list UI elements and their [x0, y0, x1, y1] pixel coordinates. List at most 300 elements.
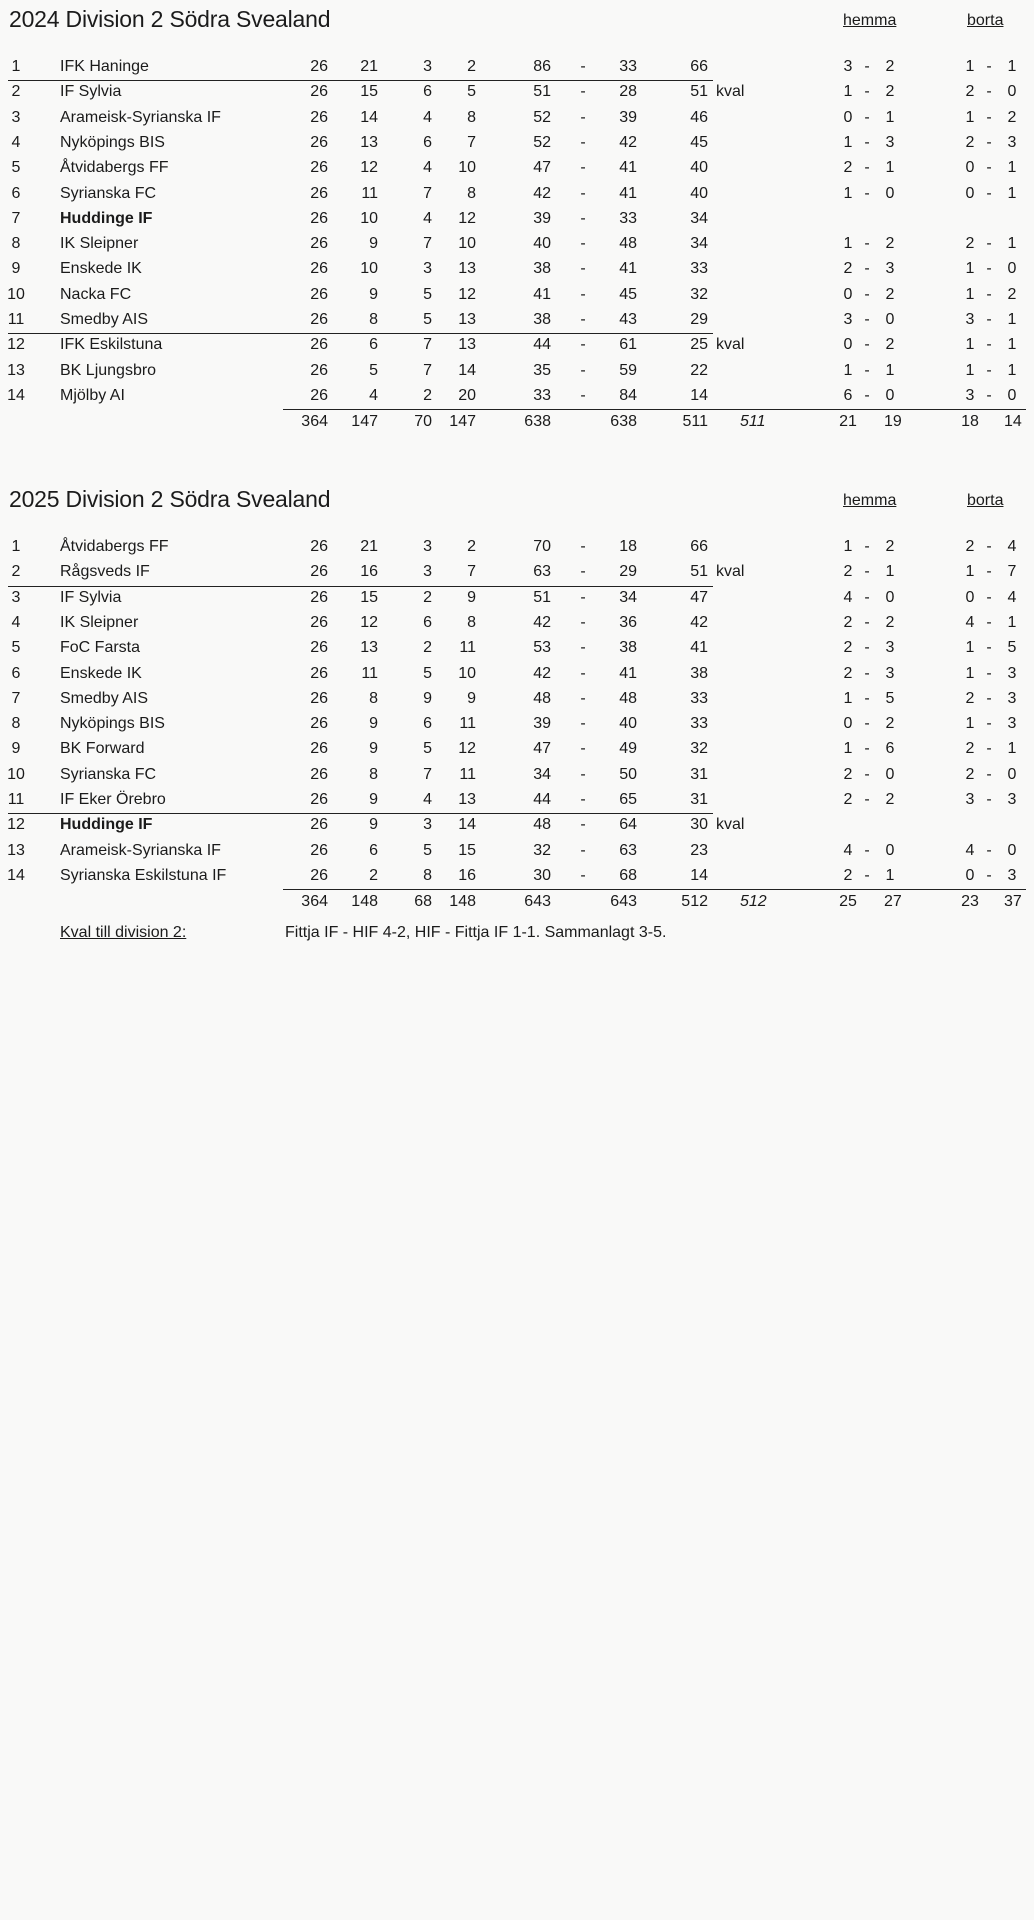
losses: 14 [458, 361, 476, 379]
total-home-opp: 27 [884, 893, 902, 911]
goals-for: 32 [533, 841, 551, 859]
note-label: kval [716, 83, 745, 101]
home-score-own: 2 [843, 613, 853, 631]
home-score-separator: - [864, 133, 870, 151]
points: 41 [690, 639, 708, 657]
losses: 14 [458, 816, 476, 834]
team-name: IFK Eskilstuna [60, 336, 163, 354]
team-name: Arameisk-Syrianska IF [60, 841, 221, 859]
wins: 9 [369, 235, 378, 253]
total-goals-against: 638 [610, 413, 637, 431]
draws: 5 [423, 664, 432, 682]
points: 51 [690, 563, 708, 581]
home-score-opp: 0 [885, 765, 895, 783]
team-name: Arameisk-Syrianska IF [60, 108, 221, 126]
home-score-opp: 2 [885, 791, 895, 808]
losses: 11 [459, 765, 476, 783]
games-played: 26 [310, 715, 328, 733]
goals-for: 44 [533, 336, 551, 354]
losses: 2 [467, 538, 476, 555]
points: 32 [690, 285, 708, 303]
table-row [0, 534, 1034, 559]
table-row [0, 736, 1034, 761]
away-score-own: 1 [965, 664, 975, 682]
home-score-opp: 0 [885, 311, 895, 328]
home-score-opp: 2 [885, 285, 895, 303]
rank-cell: 5 [11, 639, 21, 657]
points: 23 [690, 841, 708, 859]
goal-separator: - [580, 664, 586, 682]
table-row [0, 787, 1034, 812]
games-played: 26 [310, 816, 328, 834]
home-score-separator: - [864, 715, 870, 733]
points: 46 [690, 108, 708, 126]
total-away-own: 18 [961, 413, 979, 431]
wins: 12 [360, 159, 378, 177]
away-score-separator: - [986, 791, 992, 808]
goals-for: 51 [533, 588, 551, 606]
away-score-own: 2 [965, 235, 975, 253]
draws: 5 [423, 311, 432, 328]
team-name: Åtvidabergs FF [60, 159, 169, 177]
wins: 9 [369, 816, 378, 834]
team-name: Rågsveds IF [60, 563, 150, 581]
away-score-opp: 2 [1007, 285, 1017, 303]
points: 47 [690, 588, 708, 606]
goals-for: 47 [533, 159, 551, 177]
wins: 10 [360, 209, 378, 227]
home-score-separator: - [864, 765, 870, 783]
away-score-own: 1 [965, 715, 975, 733]
draws: 9 [423, 689, 432, 707]
totals-row [0, 409, 1034, 434]
goal-separator: - [580, 83, 586, 101]
home-score-opp: 2 [885, 336, 895, 354]
goals-for: 42 [533, 613, 551, 631]
games-played: 26 [310, 285, 328, 303]
home-score-own: 0 [843, 285, 853, 303]
away-score-opp: 7 [1007, 563, 1017, 581]
home-score-opp: 3 [885, 133, 895, 151]
draws: 3 [423, 563, 432, 581]
away-score-opp: 3 [1007, 866, 1017, 884]
goals-against: 63 [619, 841, 637, 859]
goals-for: 53 [533, 639, 551, 657]
draws: 7 [423, 235, 432, 253]
note-label: kval [716, 336, 745, 354]
draws: 2 [423, 386, 432, 404]
home-score-own: 3 [843, 58, 853, 75]
draws: 4 [423, 108, 432, 126]
wins: 6 [369, 841, 378, 859]
away-score-separator: - [986, 740, 992, 758]
away-score-separator: - [986, 311, 992, 328]
home-score-opp: 0 [885, 386, 895, 404]
total-games: 364 [301, 893, 328, 911]
losses: 16 [458, 866, 476, 884]
draws: 7 [423, 184, 432, 202]
draws: 4 [423, 209, 432, 227]
home-header: hemma [843, 492, 897, 509]
wins: 4 [369, 386, 378, 404]
team-name: Syrianska Eskilstuna IF [60, 866, 227, 884]
home-score-opp: 3 [885, 260, 895, 278]
wins: 9 [369, 715, 378, 733]
goal-separator: - [580, 715, 586, 733]
table-row [0, 105, 1034, 130]
total-wins: 147 [351, 413, 378, 431]
points: 42 [690, 613, 708, 631]
goals-for: 41 [533, 285, 551, 303]
table-row [0, 231, 1034, 256]
goals-for: 33 [533, 386, 551, 404]
table-row [0, 686, 1034, 711]
points: 34 [690, 235, 708, 253]
table-row [0, 358, 1034, 383]
home-score-separator: - [864, 664, 870, 682]
wins: 5 [369, 361, 378, 379]
total-goals-against: 643 [610, 893, 637, 911]
away-score-own: 2 [965, 133, 975, 151]
draws: 7 [423, 336, 432, 354]
goal-separator: - [580, 765, 586, 783]
points: 33 [690, 689, 708, 707]
away-score-opp: 1 [1007, 58, 1017, 75]
wins: 14 [360, 108, 378, 126]
home-score-own: 1 [843, 235, 853, 253]
home-score-separator: - [864, 841, 870, 859]
away-score-opp: 0 [1007, 386, 1017, 404]
table-row [0, 79, 1034, 104]
team-name: FoC Farsta [60, 639, 141, 657]
losses: 13 [458, 311, 476, 328]
goal-separator: - [580, 58, 586, 75]
table-row [0, 585, 1034, 610]
goals-against: 65 [619, 791, 637, 808]
wins: 21 [360, 538, 378, 555]
goals-for: 44 [533, 791, 551, 808]
goal-separator: - [580, 285, 586, 303]
games-played: 26 [310, 689, 328, 707]
goals-against: 45 [619, 285, 637, 303]
goal-separator: - [580, 336, 586, 354]
home-score-separator: - [864, 58, 870, 75]
home-score-opp: 2 [885, 715, 895, 733]
table-row [0, 635, 1034, 660]
home-score-own: 6 [843, 386, 853, 404]
goal-separator: - [580, 209, 586, 227]
points: 40 [690, 184, 708, 202]
home-score-own: 0 [843, 336, 853, 354]
table-row [0, 661, 1034, 686]
games-played: 26 [310, 336, 328, 354]
home-score-opp: 6 [885, 740, 895, 758]
rank-cell: 10 [7, 765, 25, 783]
home-score-own: 2 [843, 159, 853, 177]
rank-cell: 12 [7, 816, 25, 834]
rank-cell: 8 [11, 235, 21, 253]
home-score-opp: 0 [885, 841, 895, 859]
games-played: 26 [310, 791, 328, 808]
losses: 2 [467, 58, 476, 75]
away-score-opp: 0 [1007, 841, 1017, 859]
goal-separator: - [580, 159, 586, 177]
away-score-opp: 3 [1007, 664, 1017, 682]
away-score-own: 1 [965, 639, 975, 657]
games-played: 26 [310, 58, 328, 75]
draws: 3 [423, 816, 432, 834]
away-score-separator: - [986, 285, 992, 303]
wins: 11 [361, 184, 378, 202]
table-title: 2025 Division 2 Södra Svealand [9, 486, 331, 512]
away-score-opp: 1 [1007, 361, 1017, 379]
goals-against: 33 [619, 209, 637, 227]
wins: 10 [360, 260, 378, 278]
losses: 5 [467, 83, 476, 101]
away-score-separator: - [986, 841, 992, 859]
goals-against: 36 [619, 613, 637, 631]
games-played: 26 [310, 133, 328, 151]
games-played: 26 [310, 841, 328, 859]
away-score-own: 3 [965, 791, 975, 808]
home-score-opp: 2 [885, 538, 895, 555]
games-played: 26 [310, 260, 328, 278]
home-score-separator: - [864, 791, 870, 808]
games-played: 26 [310, 613, 328, 631]
points: 34 [690, 209, 708, 227]
away-score-own: 0 [965, 159, 975, 177]
goals-for: 63 [533, 563, 551, 581]
goal-separator: - [580, 588, 586, 606]
team-name: IFK Haninge [60, 58, 149, 75]
draws: 4 [423, 159, 432, 177]
home-score-own: 1 [843, 83, 853, 101]
wins: 15 [360, 83, 378, 101]
away-score-separator: - [986, 83, 992, 101]
home-score-own: 2 [843, 260, 853, 278]
team-name: Smedby AIS [60, 311, 149, 328]
team-name: Enskede IK [60, 260, 142, 278]
away-score-opp: 1 [1007, 740, 1017, 758]
away-score-opp: 1 [1007, 159, 1017, 177]
losses: 9 [467, 689, 476, 707]
goal-separator: - [580, 386, 586, 404]
goals-for: 70 [533, 538, 551, 555]
total-away-own: 23 [961, 893, 979, 911]
rank-cell: 7 [11, 689, 21, 707]
goals-against: 33 [619, 58, 637, 75]
goals-for: 42 [533, 664, 551, 682]
away-score-opp: 3 [1007, 715, 1017, 733]
home-score-own: 2 [843, 563, 853, 581]
rank-cell: 6 [11, 184, 21, 202]
away-score-separator: - [986, 866, 992, 884]
goal-separator: - [580, 361, 586, 379]
totals-row [0, 889, 1034, 914]
home-score-own: 2 [843, 765, 853, 783]
losses: 13 [458, 260, 476, 278]
total-goals-for: 638 [524, 413, 551, 431]
losses: 9 [467, 588, 476, 606]
losses: 13 [458, 791, 476, 808]
team-name: Nacka FC [60, 285, 132, 303]
total-home-opp: 19 [884, 413, 902, 431]
divider-line [8, 80, 713, 81]
away-score-separator: - [986, 133, 992, 151]
away-score-own: 0 [965, 184, 975, 202]
games-played: 26 [310, 108, 328, 126]
table-row [0, 838, 1034, 863]
home-score-opp: 2 [885, 235, 895, 253]
home-score-opp: 0 [885, 588, 895, 606]
home-score-own: 1 [843, 689, 853, 707]
table-row [0, 181, 1034, 206]
rank-cell: 14 [7, 386, 25, 404]
away-score-separator: - [986, 336, 992, 354]
goals-against: 41 [619, 159, 637, 177]
goals-for: 52 [533, 108, 551, 126]
draws: 7 [423, 361, 432, 379]
goal-separator: - [580, 639, 586, 657]
total-points: 512 [681, 893, 708, 911]
away-score-opp: 2 [1007, 108, 1017, 126]
points: 32 [690, 740, 708, 758]
rank-cell: 13 [7, 841, 25, 859]
total-losses: 147 [449, 413, 476, 431]
games-played: 26 [310, 386, 328, 404]
divider-line [8, 586, 713, 587]
games-played: 26 [310, 538, 328, 555]
team-name: Huddinge IF [60, 816, 153, 834]
goals-against: 43 [619, 311, 637, 328]
home-score-opp: 1 [885, 159, 895, 177]
wins: 9 [369, 791, 378, 808]
table-row [0, 711, 1034, 736]
home-score-separator: - [864, 386, 870, 404]
team-name: IF Sylvia [60, 588, 122, 606]
goals-against: 41 [619, 664, 637, 682]
home-score-opp: 2 [885, 58, 895, 75]
goals-for: 52 [533, 133, 551, 151]
goal-separator: - [580, 613, 586, 631]
table-row [0, 155, 1034, 180]
home-score-opp: 2 [885, 613, 895, 631]
away-score-opp: 3 [1007, 133, 1017, 151]
games-played: 26 [310, 235, 328, 253]
games-played: 26 [310, 184, 328, 202]
games-played: 26 [310, 740, 328, 758]
away-score-separator: - [986, 184, 992, 202]
goals-against: 48 [619, 235, 637, 253]
wins: 21 [360, 58, 378, 75]
away-score-own: 2 [965, 83, 975, 101]
home-score-separator: - [864, 563, 870, 581]
draws: 2 [423, 588, 432, 606]
table-row [0, 282, 1034, 307]
losses: 10 [458, 664, 476, 682]
table-row [0, 54, 1034, 79]
away-score-opp: 1 [1007, 184, 1017, 202]
draws: 3 [423, 538, 432, 555]
away-score-opp: 1 [1007, 613, 1017, 631]
total-points: 511 [682, 413, 708, 431]
home-score-separator: - [864, 235, 870, 253]
goals-against: 28 [619, 83, 637, 101]
note-label: kval [716, 816, 745, 834]
losses: 7 [467, 563, 476, 581]
goals-against: 50 [619, 765, 637, 783]
away-score-opp: 0 [1007, 765, 1017, 783]
away-score-separator: - [986, 664, 992, 682]
away-score-separator: - [986, 538, 992, 555]
total-away-opp: 37 [1004, 893, 1022, 911]
team-name: Huddinge IF [60, 209, 153, 227]
total-losses: 148 [449, 893, 476, 911]
team-name: Nyköpings BIS [60, 715, 165, 733]
rank-cell: 9 [11, 260, 21, 278]
goals-against: 49 [619, 740, 637, 758]
home-score-separator: - [864, 639, 870, 657]
away-score-own: 1 [965, 260, 975, 278]
rank-cell: 2 [11, 563, 21, 581]
standings-table [0, 6, 1034, 446]
team-name: BK Ljungsbro [60, 361, 157, 379]
wins: 9 [369, 740, 378, 758]
total-games: 364 [301, 413, 328, 431]
wins: 8 [369, 311, 378, 328]
home-score-separator: - [864, 689, 870, 707]
team-name: IK Sleipner [60, 235, 139, 253]
away-header: borta [967, 492, 1004, 509]
divider-line [8, 813, 713, 814]
table-row [0, 863, 1034, 888]
table-row [0, 130, 1034, 155]
rank-cell: 9 [11, 740, 21, 758]
rank-cell: 2 [11, 83, 21, 101]
away-score-separator: - [986, 386, 992, 404]
away-score-own: 1 [965, 361, 975, 379]
draws: 6 [423, 83, 432, 101]
home-score-opp: 1 [885, 563, 895, 581]
wins: 6 [369, 336, 378, 354]
rank-cell: 1 [11, 538, 21, 555]
losses: 12 [458, 285, 476, 303]
goals-against: 18 [619, 538, 637, 555]
wins: 13 [360, 133, 378, 151]
games-played: 26 [310, 866, 328, 884]
goals-against: 64 [619, 816, 637, 834]
away-header: borta [967, 12, 1004, 29]
rank-cell: 6 [11, 664, 21, 682]
goals-against: 61 [619, 336, 637, 354]
home-score-own: 2 [843, 791, 853, 808]
goal-separator: - [580, 866, 586, 884]
games-played: 26 [310, 159, 328, 177]
away-score-separator: - [986, 58, 992, 75]
losses: 13 [458, 336, 476, 354]
goal-separator: - [580, 133, 586, 151]
away-score-separator: - [986, 563, 992, 581]
rank-cell: 13 [7, 361, 25, 379]
rank-cell: 8 [11, 715, 21, 733]
losses: 8 [467, 613, 476, 631]
home-score-separator: - [864, 83, 870, 101]
points: 25 [690, 336, 708, 354]
goal-separator: - [580, 841, 586, 859]
wins: 2 [369, 866, 378, 884]
team-name: IF Sylvia [60, 83, 122, 101]
wins: 16 [360, 563, 378, 581]
